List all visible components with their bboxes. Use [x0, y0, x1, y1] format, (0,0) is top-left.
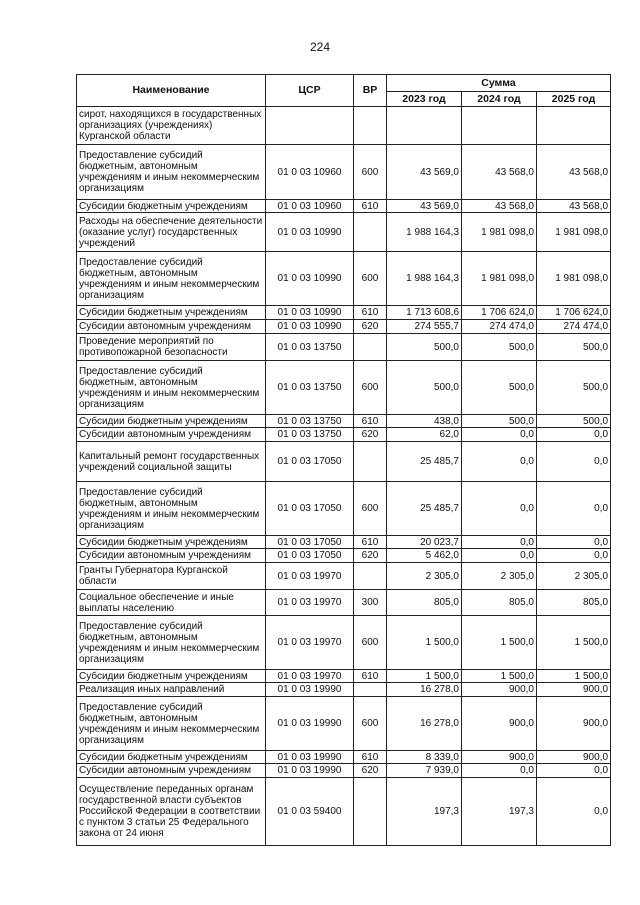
cell-name: Субсидии бюджетным учреждениям [77, 751, 266, 764]
cell-vr: 620 [354, 320, 387, 334]
cell-csr: 01 0 03 13750 [266, 334, 354, 361]
table-row [77, 145, 611, 200]
cell-2024 [462, 107, 537, 145]
cell-2024: 43 568,0 [462, 145, 537, 200]
cell-2025: 0,0 [537, 764, 611, 778]
cell-2024: 1 981 098,0 [462, 213, 537, 252]
table-row [77, 670, 611, 683]
cell-2023: 2 305,0 [387, 563, 462, 590]
cell-name: Реализация иных направлений [77, 683, 266, 697]
cell-2025: 274 474,0 [537, 320, 611, 334]
cell-name: Субсидии бюджетным учреждениям [77, 415, 266, 428]
cell-2024: 0,0 [462, 549, 537, 563]
header-year-2024: 2024 год [462, 92, 537, 107]
cell-2023: 500,0 [387, 334, 462, 361]
cell-2025: 900,0 [537, 751, 611, 764]
cell-csr: 01 0 03 10990 [266, 306, 354, 320]
cell-csr [266, 107, 354, 145]
table-row [77, 590, 611, 616]
table-row [77, 252, 611, 306]
header-name: Наименование [77, 75, 266, 107]
cell-vr: 600 [354, 361, 387, 415]
cell-2024: 805,0 [462, 590, 537, 616]
cell-2023: 274 555,7 [387, 320, 462, 334]
cell-csr: 01 0 03 17050 [266, 482, 354, 536]
cell-2023: 197,3 [387, 778, 462, 846]
cell-2023: 16 278,0 [387, 697, 462, 751]
table-row [77, 334, 611, 361]
cell-vr [354, 442, 387, 482]
cell-2024: 0,0 [462, 482, 537, 536]
cell-2023: 1 500,0 [387, 670, 462, 683]
cell-2023: 20 023,7 [387, 536, 462, 549]
cell-name: Субсидии бюджетным учреждениям [77, 670, 266, 683]
table-row [77, 778, 611, 846]
cell-vr: 620 [354, 428, 387, 442]
cell-vr: 610 [354, 751, 387, 764]
cell-name: Расходы на обеспечение деятельности (оказание услуг) государственных учреждений [77, 213, 266, 252]
cell-vr: 610 [354, 200, 387, 213]
cell-2025: 1 500,0 [537, 616, 611, 670]
cell-2024: 0,0 [462, 536, 537, 549]
cell-2024: 197,3 [462, 778, 537, 846]
cell-2023: 43 569,0 [387, 200, 462, 213]
cell-2023: 8 339,0 [387, 751, 462, 764]
cell-2024: 0,0 [462, 442, 537, 482]
cell-vr [354, 107, 387, 145]
cell-2024: 0,0 [462, 428, 537, 442]
cell-2025: 0,0 [537, 442, 611, 482]
cell-2023: 805,0 [387, 590, 462, 616]
table-row [77, 200, 611, 213]
cell-2025: 1 500,0 [537, 670, 611, 683]
cell-2025: 500,0 [537, 361, 611, 415]
table-row [77, 361, 611, 415]
cell-name: Гранты Губернатора Курганской области [77, 563, 266, 590]
table-header [77, 75, 611, 107]
cell-name: Субсидии бюджетным учреждениям [77, 536, 266, 549]
cell-2023: 25 485,7 [387, 442, 462, 482]
cell-2023: 1 988 164,3 [387, 213, 462, 252]
table-row [77, 428, 611, 442]
cell-2025: 1 706 624,0 [537, 306, 611, 320]
cell-2025: 805,0 [537, 590, 611, 616]
table-row [77, 306, 611, 320]
table-row [77, 697, 611, 751]
header-sum: Сумма [387, 75, 611, 92]
page-number: 224 [309, 40, 331, 54]
cell-name: Субсидии автономным учреждениям [77, 428, 266, 442]
table-row [77, 764, 611, 778]
table-row [77, 751, 611, 764]
cell-vr: 600 [354, 145, 387, 200]
header-vr: ВР [354, 75, 387, 107]
cell-vr [354, 778, 387, 846]
cell-name: Субсидии бюджетным учреждениям [77, 306, 266, 320]
header-year-2025: 2025 год [537, 92, 611, 107]
cell-name: Предоставление субсидий бюджетным, автономным учреждениям и иным некоммерческим организациям [77, 697, 266, 751]
cell-2025: 0,0 [537, 536, 611, 549]
cell-2024: 43 568,0 [462, 200, 537, 213]
cell-name: Субсидии бюджетным учреждениям [77, 200, 266, 213]
cell-2024: 1 706 624,0 [462, 306, 537, 320]
cell-name: Проведение мероприятий по противопожарной безопасности [77, 334, 266, 361]
table-row [77, 563, 611, 590]
cell-2024: 500,0 [462, 334, 537, 361]
cell-vr: 610 [354, 306, 387, 320]
cell-2024: 900,0 [462, 697, 537, 751]
cell-2024: 1 500,0 [462, 670, 537, 683]
cell-name: Предоставление субсидий бюджетным, автономным учреждениям и иным некоммерческим организациям [77, 361, 266, 415]
cell-2024: 500,0 [462, 415, 537, 428]
cell-vr [354, 213, 387, 252]
cell-name: сирот, находящихся в государственных организациях (учреждениях) Курганской области [77, 107, 266, 145]
cell-csr: 01 0 03 13750 [266, 415, 354, 428]
cell-csr: 01 0 03 10960 [266, 200, 354, 213]
cell-csr: 01 0 03 10990 [266, 213, 354, 252]
cell-name: Социальное обеспечение и иные выплаты населению [77, 590, 266, 616]
cell-2023: 16 278,0 [387, 683, 462, 697]
table-row [77, 320, 611, 334]
cell-name: Субсидии автономным учреждениям [77, 764, 266, 778]
cell-2023: 1 988 164,3 [387, 252, 462, 306]
cell-2025: 0,0 [537, 428, 611, 442]
cell-vr: 610 [354, 536, 387, 549]
cell-2025: 43 568,0 [537, 200, 611, 213]
cell-2023: 438,0 [387, 415, 462, 428]
cell-csr: 01 0 03 19990 [266, 697, 354, 751]
cell-2024: 900,0 [462, 683, 537, 697]
cell-2023: 1 500,0 [387, 616, 462, 670]
cell-vr: 620 [354, 549, 387, 563]
header-year-2023: 2023 год [387, 92, 462, 107]
table-row [77, 442, 611, 482]
cell-name: Субсидии автономным учреждениям [77, 549, 266, 563]
table-row [77, 482, 611, 536]
cell-2023 [387, 107, 462, 145]
cell-csr: 01 0 03 17050 [266, 442, 354, 482]
cell-2023: 43 569,0 [387, 145, 462, 200]
cell-2023: 7 939,0 [387, 764, 462, 778]
cell-2025: 900,0 [537, 683, 611, 697]
cell-csr: 01 0 03 19970 [266, 616, 354, 670]
table-row [77, 616, 611, 670]
cell-vr: 600 [354, 616, 387, 670]
cell-name: Капитальный ремонт государственных учреждений социальной защиты [77, 442, 266, 482]
cell-csr: 01 0 03 19970 [266, 670, 354, 683]
cell-vr [354, 334, 387, 361]
cell-2025: 500,0 [537, 334, 611, 361]
cell-2025: 500,0 [537, 415, 611, 428]
cell-2023: 500,0 [387, 361, 462, 415]
table-row [77, 536, 611, 549]
cell-2025 [537, 107, 611, 145]
cell-csr: 01 0 03 19970 [266, 563, 354, 590]
cell-csr: 01 0 03 19990 [266, 683, 354, 697]
cell-csr: 01 0 03 19990 [266, 751, 354, 764]
cell-csr: 01 0 03 13750 [266, 361, 354, 415]
cell-csr: 01 0 03 19970 [266, 590, 354, 616]
cell-csr: 01 0 03 13750 [266, 428, 354, 442]
cell-2024: 1 500,0 [462, 616, 537, 670]
cell-vr: 300 [354, 590, 387, 616]
cell-name: Предоставление субсидий бюджетным, автономным учреждениям и иным некоммерческим организациям [77, 482, 266, 536]
cell-2025: 0,0 [537, 778, 611, 846]
budget-table [76, 74, 611, 846]
cell-2024: 500,0 [462, 361, 537, 415]
cell-name: Предоставление субсидий бюджетным, автономным учреждениям и иным некоммерческим организациям [77, 616, 266, 670]
table-row [77, 213, 611, 252]
cell-name: Осуществление переданных органам государственной власти субъектов Российской Федерации в соответствии с пунктом 3 статьи 25 Федерального закона от 24 июня [77, 778, 266, 846]
cell-2023: 1 713 608,6 [387, 306, 462, 320]
cell-name: Предоставление субсидий бюджетным, автономным учреждениям и иным некоммерческим организациям [77, 145, 266, 200]
cell-2024: 1 981 098,0 [462, 252, 537, 306]
cell-2023: 62,0 [387, 428, 462, 442]
cell-2025: 1 981 098,0 [537, 252, 611, 306]
header-csr: ЦСР [266, 75, 354, 107]
cell-2025: 43 568,0 [537, 145, 611, 200]
cell-name: Предоставление субсидий бюджетным, автономным учреждениям и иным некоммерческим организациям [77, 252, 266, 306]
cell-vr: 600 [354, 482, 387, 536]
cell-vr: 610 [354, 670, 387, 683]
cell-2024: 0,0 [462, 764, 537, 778]
cell-vr: 600 [354, 697, 387, 751]
table-row [77, 415, 611, 428]
cell-2025: 0,0 [537, 549, 611, 563]
cell-name: Субсидии автономным учреждениям [77, 320, 266, 334]
cell-csr: 01 0 03 19990 [266, 764, 354, 778]
cell-2024: 900,0 [462, 751, 537, 764]
cell-2025: 2 305,0 [537, 563, 611, 590]
cell-csr: 01 0 03 59400 [266, 778, 354, 846]
cell-vr [354, 563, 387, 590]
cell-2025: 0,0 [537, 482, 611, 536]
cell-2025: 900,0 [537, 697, 611, 751]
cell-vr [354, 683, 387, 697]
cell-csr: 01 0 03 10990 [266, 320, 354, 334]
cell-vr: 610 [354, 415, 387, 428]
table-row [77, 683, 611, 697]
cell-2023: 25 485,7 [387, 482, 462, 536]
table-row [77, 549, 611, 563]
cell-csr: 01 0 03 17050 [266, 536, 354, 549]
cell-vr: 620 [354, 764, 387, 778]
table-body [77, 107, 611, 846]
cell-csr: 01 0 03 10990 [266, 252, 354, 306]
cell-csr: 01 0 03 17050 [266, 549, 354, 563]
cell-2025: 1 981 098,0 [537, 213, 611, 252]
cell-2024: 2 305,0 [462, 563, 537, 590]
cell-csr: 01 0 03 10960 [266, 145, 354, 200]
table-row [77, 107, 611, 145]
cell-2024: 274 474,0 [462, 320, 537, 334]
cell-2023: 5 462,0 [387, 549, 462, 563]
cell-vr: 600 [354, 252, 387, 306]
